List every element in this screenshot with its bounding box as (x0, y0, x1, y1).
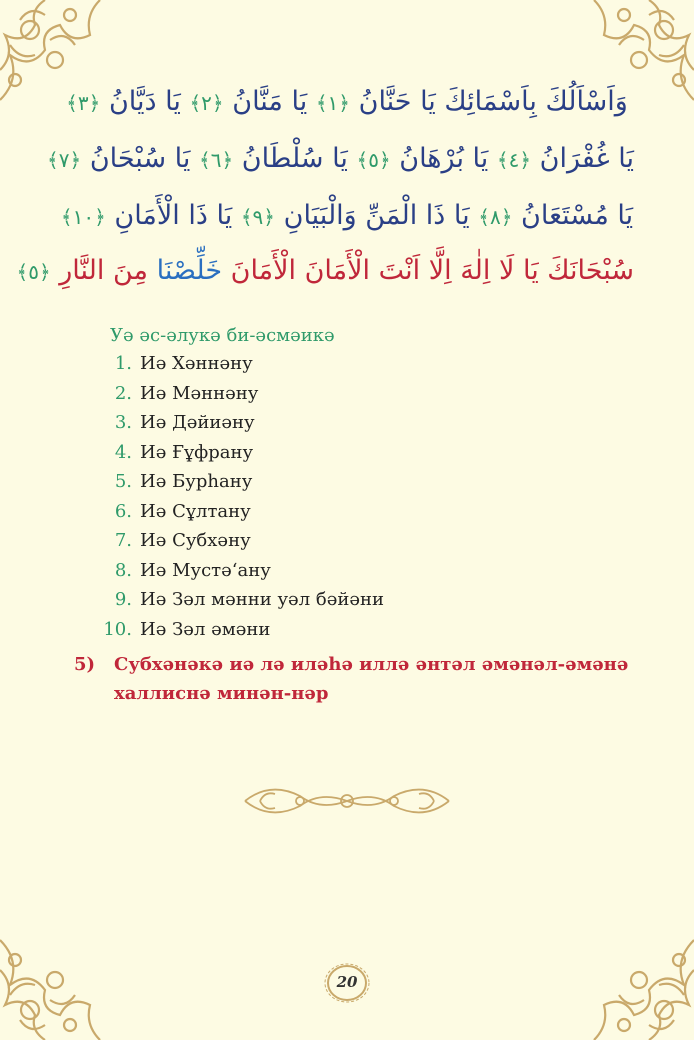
list-text: Иә Сұлтану (140, 500, 251, 522)
list-number: 7. (114, 530, 132, 551)
verse-number: ﴿٤﴾ (496, 148, 532, 172)
final-line-2: халлиснә минән-нәр (114, 683, 329, 704)
section-number: 5) (74, 654, 96, 675)
arabic-phrase: سُبْحَانَكَ يَا لَا اِلٰهَ اِلَّا اَنْتَ الْأَمَانَ الْأَمَانَ (230, 255, 634, 286)
final-line-1: Субхәнәкә иә лә иләһә иллә әнтәл әмәнәл-әмәнә (114, 654, 629, 675)
final-transliteration (74, 650, 634, 708)
arabic-phrase: يَا سُبْحَانُ (89, 143, 191, 174)
ornamental-divider (240, 776, 454, 826)
list-text: Иә Зәл әмәни (140, 618, 271, 640)
list-item (98, 619, 384, 649)
list-text: Иә Субхәну (140, 530, 251, 551)
list-item (98, 530, 384, 560)
arabic-line-4 (16, 255, 634, 286)
arabic-line-3 (60, 200, 634, 231)
page-number-badge (324, 963, 370, 1003)
arabic-line-2 (47, 143, 634, 174)
list-number: 2. (114, 382, 132, 404)
arabic-phrase: يَا مُسْتَعَانُ (521, 200, 634, 231)
list-text: Иә Хәннәну (140, 353, 253, 374)
list-item (98, 471, 384, 501)
arabic-line-1 (60, 86, 634, 117)
verse-number: ﴿٧﴾ (47, 148, 82, 172)
list-text: Иә Зәл мәнни уәл бәйәни (140, 589, 384, 610)
arabic-phrase: يَا سُلْطَانُ (241, 143, 348, 174)
verse-number: ﴿٢﴾ (189, 91, 224, 115)
list-number: 1. (114, 353, 132, 374)
arabic-phrase: يَا دَيَّانُ (108, 86, 181, 117)
list-item (98, 353, 384, 383)
arabic-phrase: يَا غُفْرَانُ (539, 143, 634, 174)
list-text: Иә Дәйиәну (140, 412, 255, 433)
verse-number: ﴿٨﴾ (478, 205, 513, 229)
verse-number: ﴿١﴾ (315, 91, 351, 115)
arabic-phrase: يَا مَنَّانُ (232, 86, 308, 117)
corner-ornament-bottom-right (584, 930, 694, 1040)
list-text: Иә Ғұфрану (140, 441, 254, 463)
list-number: 10. (103, 618, 132, 640)
list-item (98, 412, 384, 442)
page-number: 20 (336, 973, 358, 991)
corner-ornament-bottom-left (0, 930, 110, 1040)
list-number: 3. (114, 412, 132, 433)
verse-number: ﴿٣﴾ (66, 91, 101, 115)
list-number: 8. (114, 559, 132, 581)
list-item (98, 501, 384, 531)
list-text: Иә Мустә‘ану (140, 559, 271, 581)
list-item (98, 442, 384, 472)
arabic-phrase: يَا ذَا الْمَنِّ وَالْبَيَانِ (283, 200, 470, 231)
arabic-phrase: مِنَ النَّارِ (59, 255, 148, 286)
verse-number: ﴿٥﴾ (16, 260, 51, 284)
list-item (98, 383, 384, 413)
names-list (98, 353, 384, 648)
arabic-phrase: يَا ذَا الْأَمَانِ (114, 200, 233, 231)
list-number: 6. (114, 500, 132, 522)
list-item (98, 589, 384, 619)
verse-number: ﴿١٠﴾ (60, 205, 106, 229)
list-number: 5. (114, 471, 132, 492)
verse-number: ﴿٩﴾ (240, 205, 276, 229)
arabic-phrase-highlight: خَلِّصْنَا (156, 255, 223, 286)
transliteration-intro: Уә әс-әлукә би-әсмәикә (110, 325, 335, 346)
arabic-phrase: يَا بُرْهَانُ (399, 143, 489, 174)
verse-number: ﴿٦﴾ (199, 148, 234, 172)
list-number: 4. (114, 441, 132, 463)
list-item (98, 560, 384, 590)
list-number: 9. (114, 589, 132, 610)
verse-number: ﴿٥﴾ (356, 148, 391, 172)
list-text: Иә Бурһану (140, 471, 253, 492)
list-text: Иә Мәннәну (140, 382, 259, 404)
arabic-phrase: وَاَسْاَلُكَ بِاَسْمَائِكَ يَا حَنَّانُ (358, 86, 628, 117)
